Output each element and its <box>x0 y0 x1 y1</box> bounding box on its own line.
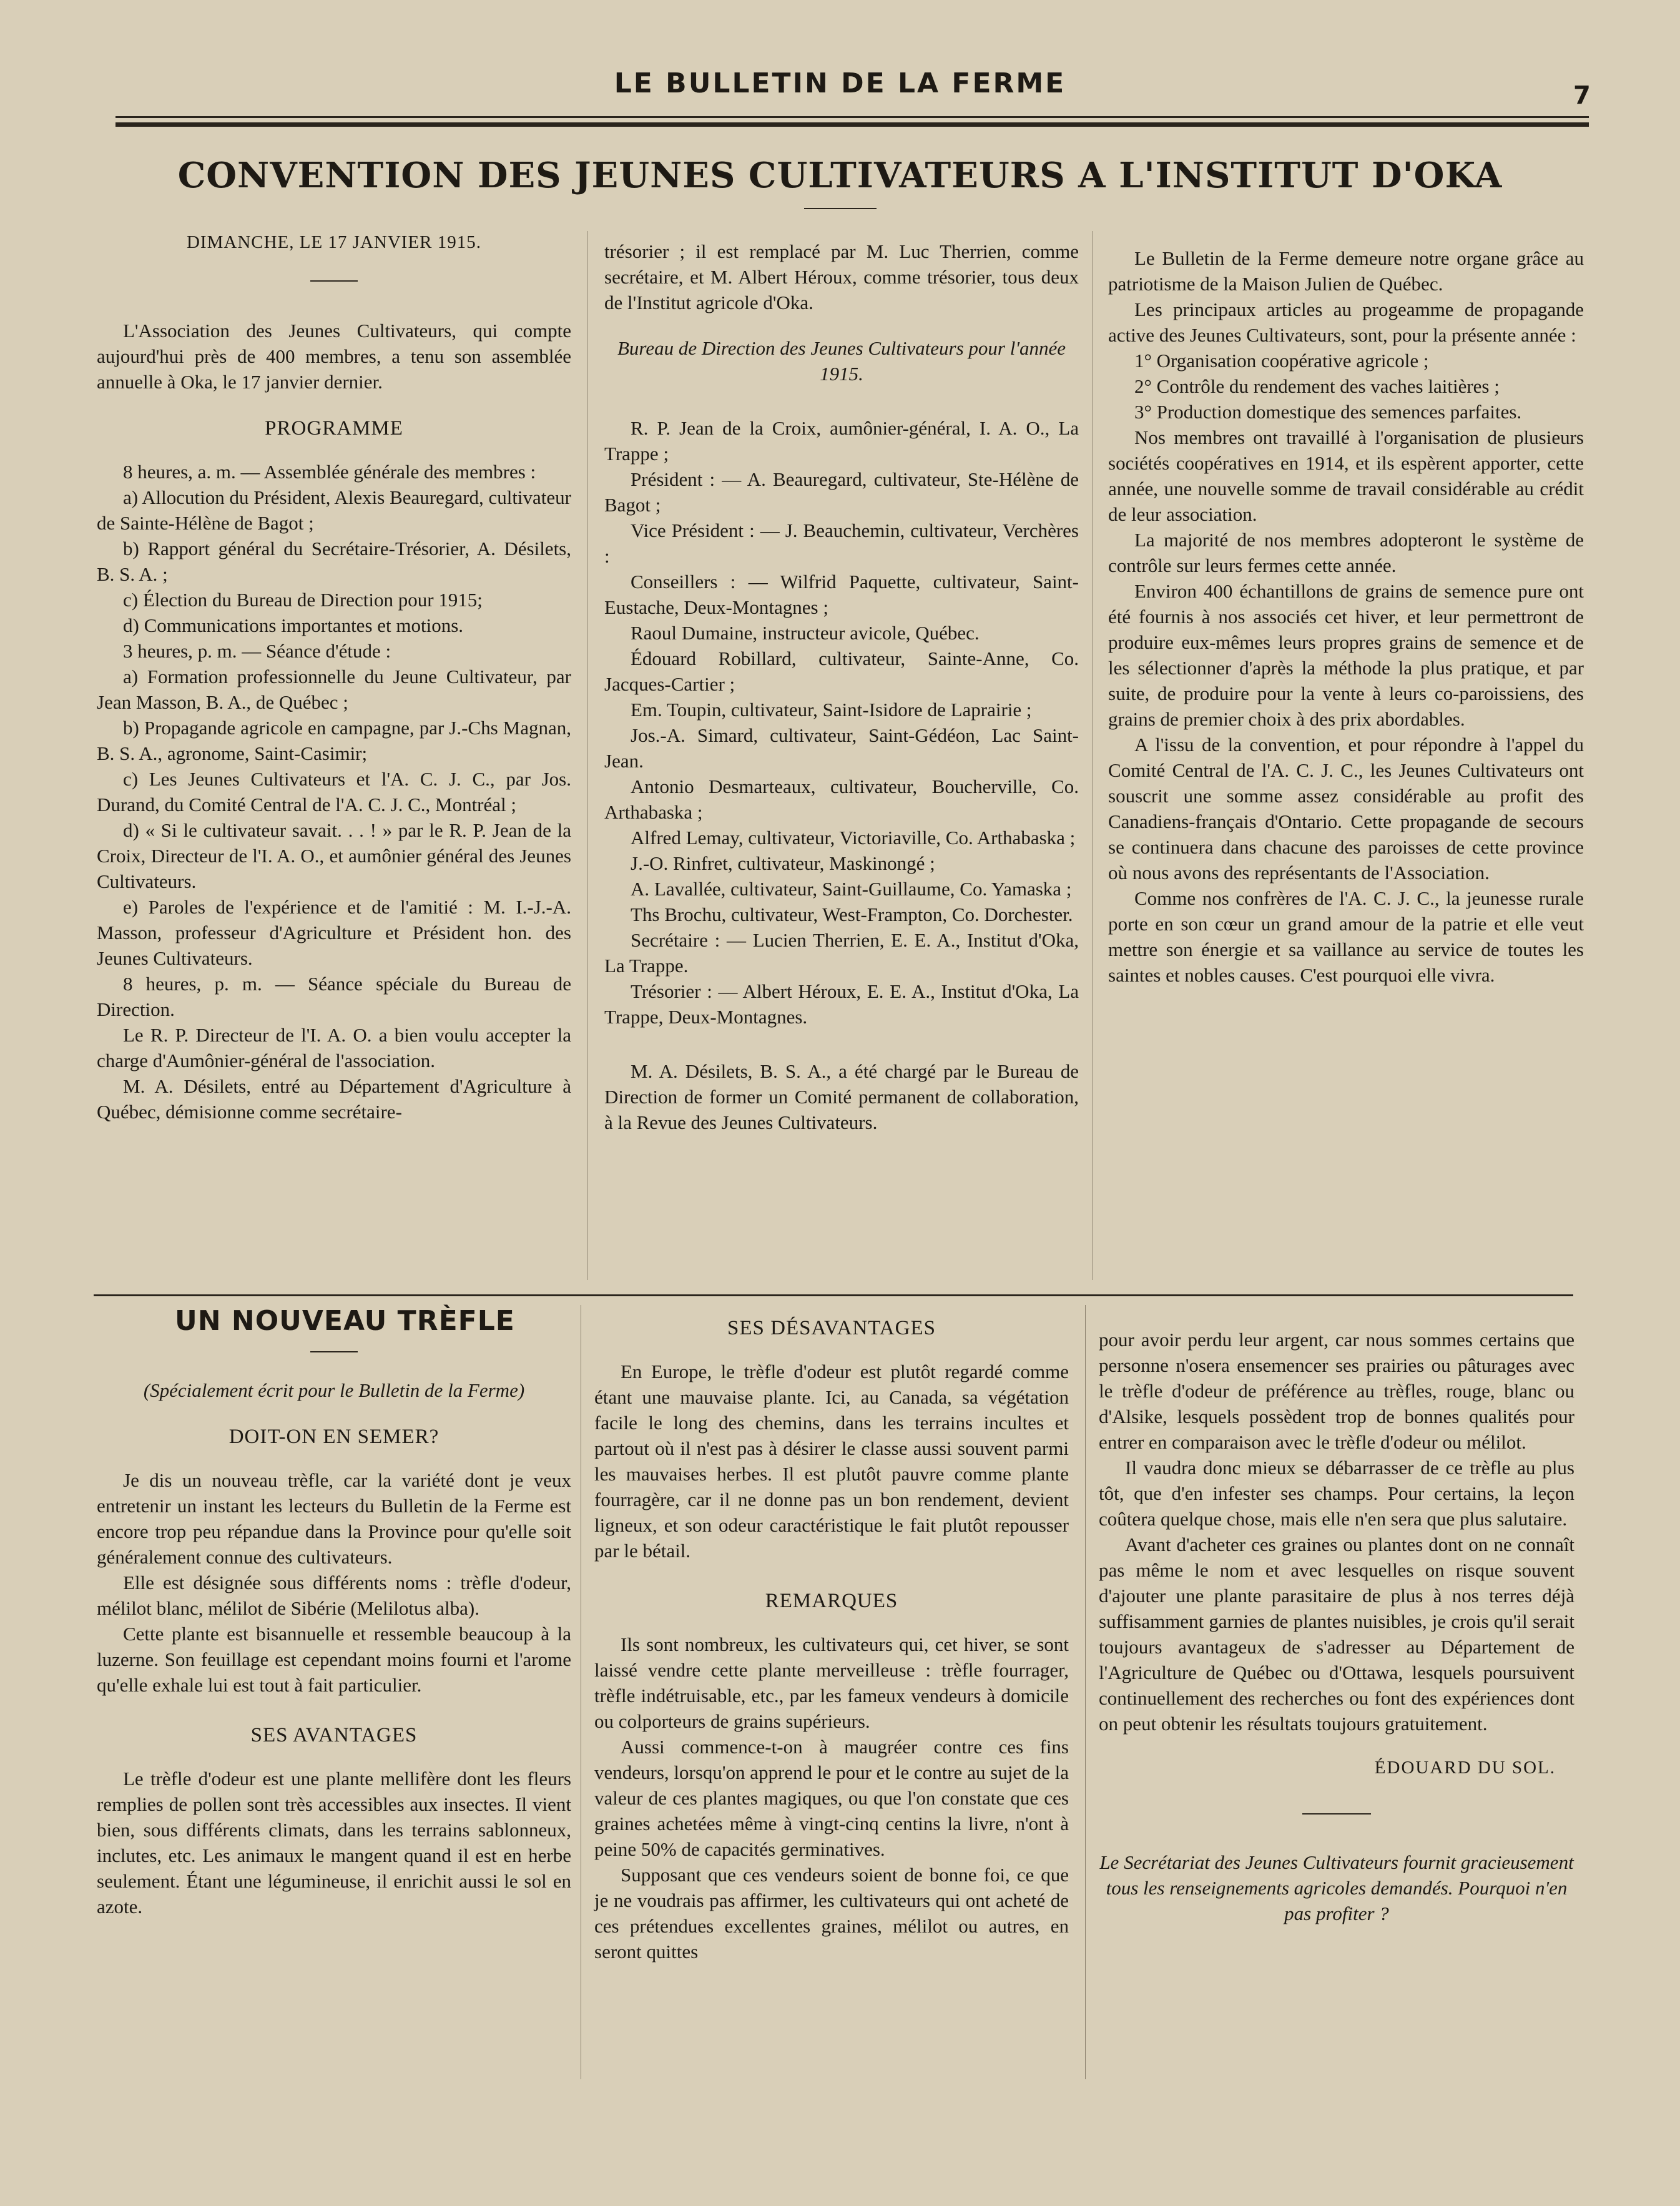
programme-item: a) Allocution du Président, Alexis Beauregard, cultivateur de Sainte-Hélène de Bagot ; <box>97 486 571 534</box>
intro-paragraph: L'Association des Jeunes Cultivateurs, qui compte aujourd'hui près de 400 membres, a tenu son assemblée annuelle à Oka, le 17 janvier dernier. <box>97 320 571 393</box>
paragraph: Je dis un nouveau trèfle, car la variété dont je veux entretenir un instant les lecteurs du Bulletin de la Ferme est encore trop peu répandue dans la Province pour qu'elle soit généralement connue des cultivateurs. <box>97 1469 571 1568</box>
article2-title: UN NOUVEAU TRÈFLE <box>175 1305 515 1337</box>
bureau-item: Raoul Dumaine, instructeur avicole, Québec. <box>631 622 980 644</box>
article1-col2 <box>604 239 1079 1135</box>
programme-item: 3 heures, p. m. — Séance d'étude : <box>123 640 391 662</box>
running-head: LE BULLETIN DE LA FERME <box>614 67 1066 99</box>
heading-desavantages: SES DÉSAVANTAGES <box>727 1317 936 1339</box>
programme-item: Le R. P. Directeur de l'I. A. O. a bien voulu accepter la charge d'Aumônier-général de l'association. <box>97 1024 571 1071</box>
bureau-heading: Bureau de Direction des Jeunes Cultivateurs pour l'année 1915. <box>617 337 1066 385</box>
bureau-item: Jos.-A. Simard, cultivateur, Saint-Gédéon, Lac Saint-Jean. <box>604 724 1079 772</box>
paragraph: Elle est désignée sous différents noms : trèfle d'odeur, mélilot blanc, mélilot de Sibérie (Melilotus alba). <box>97 1572 571 1619</box>
programme-item: M. A. Désilets, entré au Département d'Agriculture à Québec, démisionne comme secrétaire- <box>97 1075 571 1123</box>
paragraph: Avant d'acheter ces graines ou plantes dont on ne connaît pas même le nom et avec lesquelles on risque souvent d'ajouter une plante parasitaire de plus à nos terres déjà suffisamment garnies de plantes nuisibles, je crois qu'il serait toujours avantageux de s'adresser au Département de l'Agriculture de Québec ou d'Ottawa, lesquels poursuivent continuellement des recherches ou font des expériences dont on peut obtenir les résultats toujours gratuitement. <box>1099 1534 1574 1735</box>
heading-semer: DOIT-ON EN SEMER? <box>228 1426 440 1448</box>
col3-paragraph: 3° Production domestique des semences parfaites. <box>1134 401 1522 423</box>
column-divider <box>1085 1305 1086 2079</box>
programme-item: c) Les Jeunes Cultivateurs et l'A. C. J. C., par Jos. Durand, du Comité Central de l'A. C. J. C., Montréal ; <box>97 768 571 815</box>
col3-paragraph: La majorité de nos membres adopteront le système de contrôle sur leurs fermes cette année. <box>1108 529 1584 576</box>
divider <box>310 1351 358 1352</box>
article2-col2 <box>594 1316 1069 1964</box>
article1-col3 <box>1108 245 1584 988</box>
programme-item: 8 heures, p. m. — Séance spéciale du Bureau de Direction. <box>97 973 571 1020</box>
header-rule-top <box>115 116 1589 118</box>
bureau-item: Alfred Lemay, cultivateur, Victoriaville, Co. Arthabaska ; <box>631 827 1076 849</box>
bureau-item: Antonio Desmarteaux, cultivateur, Boucherville, Co. Arthabaska ; <box>604 776 1079 823</box>
col3-paragraph: 2° Contrôle du rendement des vaches laitières ; <box>1134 375 1500 397</box>
article2-col3 <box>1099 1327 1574 1926</box>
bureau-item: Trésorier : — Albert Héroux, E. E. A., Institut d'Oka, La Trappe, Deux-Montagnes. <box>604 980 1079 1028</box>
programme-item: c) Élection du Bureau de Direction pour 1915; <box>123 589 483 611</box>
paragraph: Il vaudra donc mieux se débarrasser de ce trèfle au plus tôt, que d'en infester ses champs. Pour certains, la leçon coûtera quelque chose, mais elle n'en sera que plus salutaire. <box>1099 1457 1574 1530</box>
section-rule <box>94 1294 1573 1296</box>
programme-item: b) Propagande agricole en campagne, par J.-Chs Magnan, B. S. A., agronome, Saint-Casimir; <box>97 717 571 764</box>
paragraph: Le trèfle d'odeur est une plante mellifère dont les fleurs remplies de pollen sont très accessibles aux insectes. Il vient bien, sous différents climats, dans les terrains sablonneux, inclutes, etc. Les animaux le mangent quand il est en herbe seulement. Étant une légumineuse, il enrichit aussi le sol en azote. <box>97 1768 571 1918</box>
paragraph: Aussi commence-t-on à maugréer contre ces fins vendeurs, lorsqu'on apprend le pour et le contre au sujet de la valeur de ces plantes magiques, ou que l'on constate que ces graines achetées même à vingt-cinq centins la livre, n'ont à peine 50% de capacités germinatives. <box>594 1736 1069 1860</box>
bureau-item: Secrétaire : — Lucien Therrien, E. E. A., Institut d'Oka, La Trappe. <box>604 929 1079 977</box>
secretariat-notice: Le Secrétariat des Jeunes Cultivateurs fournit gracieusement tous les renseignements agricoles demandés. Pourquoi n'en pas profiter ? <box>1099 1851 1574 1924</box>
paragraph: Supposant que ces vendeurs soient de bonne foi, ce que je ne voudrais pas affirmer, les cultivateurs qui ont acheté de ces prétendues excellentes graines, mélilot ou autres, en seront quittes <box>594 1864 1069 1962</box>
bureau-item: Em. Toupin, cultivateur, Saint-Isidore de Laprairie ; <box>631 699 1032 721</box>
bureau-item: A. Lavallée, cultivateur, Saint-Guillaume, Co. Yamaska ; <box>631 878 1072 900</box>
paragraph: Cette plante est bisannuelle et ressemble beaucoup à la luzerne. Son feuillage est cependant moins fourni et l'arome qu'elle exhale lui est tout à fait particulier. <box>97 1623 571 1696</box>
paragraph: pour avoir perdu leur argent, car nous sommes certains que personne n'osera ensemencer ses prairies ou pâturages avec le trèfle d'odeur de préférence au trèfles, rouge, blanc ou d'Alsike, lesquels possèdent trop de bonnes qualités pour entrer en comparaison avec le trèfle d'odeur ou mélilot. <box>1099 1329 1574 1453</box>
dateline: DIMANCHE, LE 17 JANVIER 1915. <box>186 232 482 252</box>
programme-item: b) Rapport général du Secrétaire-Trésorier, A. Désilets, B. S. A. ; <box>97 538 571 585</box>
col3-paragraph: A l'issu de la convention, et pour répondre à l'appel du Comité Central de l'A. C. J. C., les Jeunes Cultivateurs ont souscrit une somme assez considérable au profit des Canadiens-français d'Ontario. Cette propagande de secours se continuera dans chacune des paroisses de cette province où nous avons des représentants de l'Association. <box>1108 734 1584 884</box>
col3-paragraph: Comme nos confrères de l'A. C. J. C., la jeunesse rurale porte en son cœur un grand amour de la patrie et elle veut mettre son énergie et sa vaillance au service de toutes les saintes et nobles causes. C'est pourquoi elle vivra. <box>1108 887 1584 986</box>
article1-col1 <box>97 230 571 1125</box>
article2-col1 <box>97 1305 571 1919</box>
bureau-item: R. P. Jean de la Croix, aumônier-général, I. A. O., La Trappe ; <box>604 417 1079 465</box>
heading-remarques: REMARQUES <box>765 1590 898 1612</box>
paragraph: En Europe, le trèfle d'odeur est plutôt regardé comme étant une mauvaise plante. Ici, au Canada, sa végétation facile le long des chemins, dans les terrains incultes et partout où il n'est pas à désirer le classe aussi souvent parmi les mauvaises herbes. Il est plutôt pauvre comme plante fourragère, car il ne donne pas un bon rendement, devient ligneux, et son odeur caractéristique le fait plutôt repousser par le bétail. <box>594 1361 1069 1562</box>
col3-paragraph: Le Bulletin de la Ferme demeure notre organe grâce au patriotisme de la Maison Julien de Québec. <box>1108 247 1584 295</box>
bureau-item: J.-O. Rinfret, cultivateur, Maskinongé ; <box>631 852 935 874</box>
article1-title: CONVENTION DES JEUNES CULTIVATEURS A L'INSTITUT D'OKA <box>177 155 1503 196</box>
col3-paragraph: Nos membres ont travaillé à l'organisation de plusieurs sociétés coopératives en 1914, et ils espèrent apporter, cette année, une nouvelle somme de travail considérable au crédit de leur association. <box>1108 426 1584 525</box>
programme-item: e) Paroles de l'expérience et de l'amitié : M. I.-J.-A. Masson, professeur d'Agriculture et Président hon. des Jeunes Cultivateurs. <box>97 896 571 969</box>
bureau-item: Édouard Robillard, cultivateur, Sainte-Anne, Co. Jacques-Cartier ; <box>604 648 1079 695</box>
header-rule-bottom <box>115 122 1589 127</box>
col3-paragraph: 1° Organisation coopérative agricole ; <box>1134 350 1429 372</box>
bureau-item: Ths Brochu, cultivateur, West-Frampton, Co. Dorchester. <box>631 904 1073 925</box>
paragraph: Ils sont nombreux, les cultivateurs qui, cet hiver, se sont laissé vendre cette plante merveilleuse : trèfle fourrager, trèfle indétruisable, etc., par les fameux vendeurs à domicile ou colporteurs de grains supérieurs. <box>594 1633 1069 1732</box>
divider <box>1302 1813 1371 1815</box>
col3-paragraph: Les principaux articles au progeamme de propagande active des Jeunes Cultivateurs, sont, pour la présente année : <box>1108 298 1584 346</box>
programme-item: d) « Si le cultivateur savait. . . ! » par le R. P. Jean de la Croix, Directeur de l'I. A. O., et aumônier général des Jeunes Cultivateurs. <box>97 819 571 892</box>
bureau-item: Conseillers : — Wilfrid Paquette, cultivateur, Saint-Eustache, Deux-Montagnes ; <box>604 571 1079 618</box>
bureau-item: Vice Président : — J. Beauchemin, cultivateur, Verchères : <box>604 519 1079 567</box>
col2-close: M. A. Désilets, B. S. A., a été chargé par le Bureau de Direction de former un Comité permanent de collaboration, à la Revue des Jeunes Cultivateurs. <box>604 1060 1079 1133</box>
page-number: 7 <box>1573 81 1591 110</box>
programme-item: 8 heures, a. m. — Assemblée générale des membres : <box>123 461 536 483</box>
heading-avantages: SES AVANTAGES <box>250 1724 418 1746</box>
divider <box>310 280 358 282</box>
programme-heading: PROGRAMME <box>265 417 403 440</box>
programme-item: a) Formation professionnelle du Jeune Cultivateur, par Jean Masson, B. A., de Québec ; <box>97 666 571 713</box>
byline: (Spécialement écrit pour le Bulletin de la Ferme) <box>143 1379 525 1401</box>
title-underline <box>804 208 877 209</box>
col2-lead: trésorier ; il est remplacé par M. Luc Therrien, comme secrétaire, et M. Albert Héroux, comme trésorier, tous deux de l'Institut agricole d'Oka. <box>604 240 1079 313</box>
programme-item: d) Communications importantes et motions. <box>123 614 464 636</box>
col3-paragraph: Environ 400 échantillons de grains de semence pure ont été fournis à nos associés cet hiver, et leur permettront de produire eux-mêmes leurs propres grains de semence et de les sélectionner d'après la méthode la plus pratique, et par suite, de produire pour la vente à leurs co-paroissiens, des grains de premier choix à des prix abordables. <box>1108 580 1584 730</box>
bureau-item: Président : — A. Beauregard, cultivateur, Ste-Hélène de Bagot ; <box>604 468 1079 516</box>
signature: ÉDOUARD DU SOL. <box>1374 1758 1556 1778</box>
